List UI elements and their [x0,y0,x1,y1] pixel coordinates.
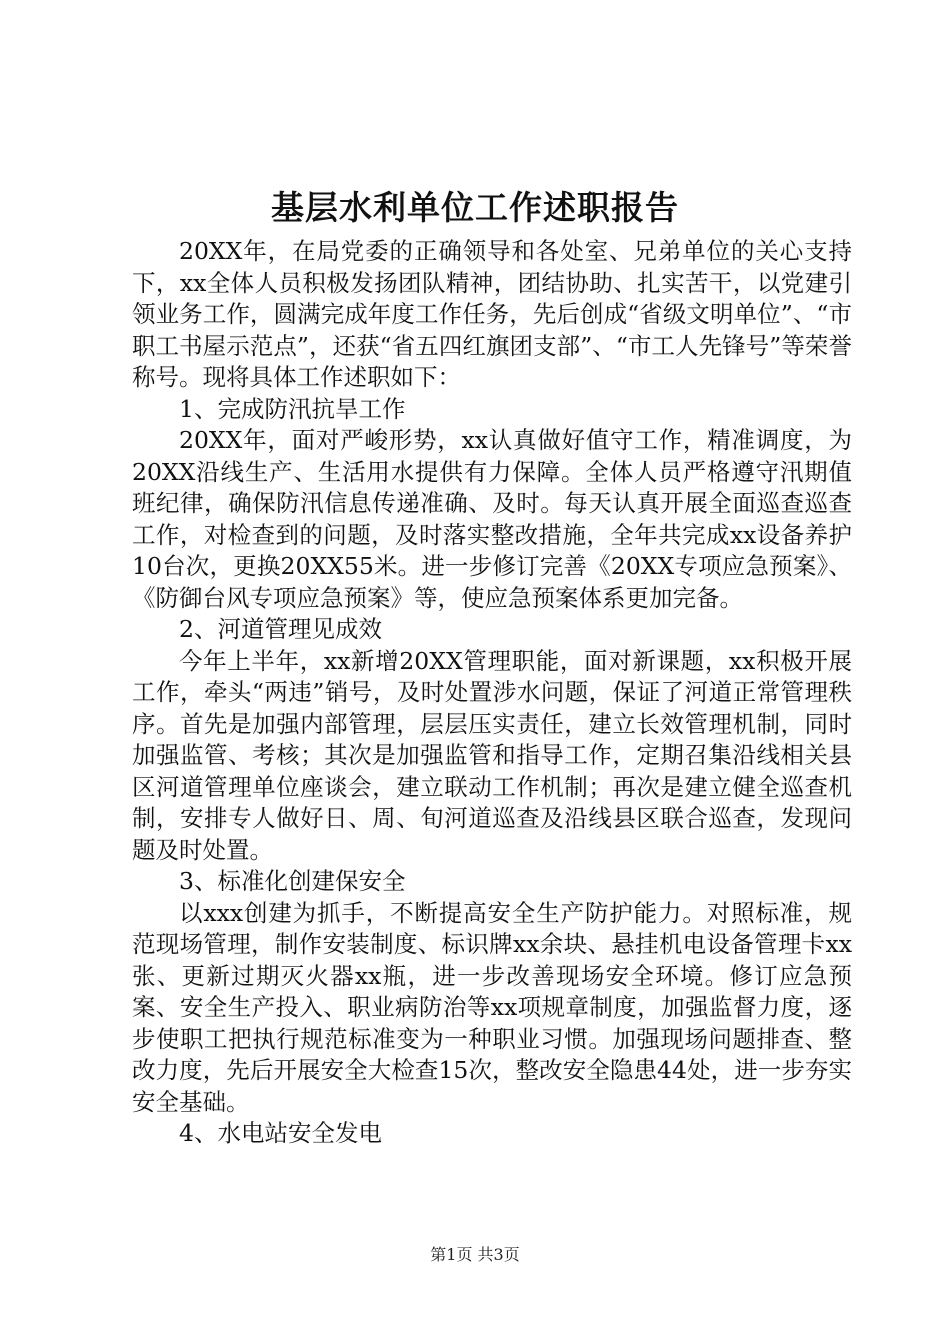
section-paragraph: 今年上半年，xx新增20XX管理职能，面对新课题，xx积极开展工作，牵头“两违”销号，及时处置涉水问题，保证了河道正常管理秩序。首先是加强内部管理，层层压实责任，建立长效管理机制，同时加强监管、考核；其次是加强监管和指导工作，定期召集沿线相关县区河道管理单位座谈会，建立联动工作机制；再次是建立健全巡查机制，安排专人做好日、周、旬河道巡查及沿线县区联合巡查，发现问题及时处置。 [132,646,852,864]
section-heading: 4、水电站安全发电 [179,1119,382,1147]
intro-paragraph: 20XX年，在局党委的正确领导和各处室、兄弟单位的关心支持下，xx全体人员积极发扬团队精神，团结协助、扎实苦干，以党建引领业务工作，圆满完成年度工作任务，先后创成“省级文明单位”、“市职工书屋示范点”，还获“省五四红旗团支部”、“市工人先锋号”等荣誉称号。现将具体工作述职如下： [132,237,852,391]
section-heading: 1、完成防汛抗旱工作 [179,394,406,423]
document-body [132,236,852,1150]
document-title: 基层水利单位工作述职报告 [271,188,679,227]
section-paragraph: 以xxx创建为抓手，不断提高安全生产防护能力。对照标准，规范现场管理，制作安装制度、标识牌xx余块、悬挂机电设备管理卡xx张、更新过期灭火器xx瓶，进一步改善现场安全环境。修订应急预案、安全生产投入、职业病防治等xx项规章制度，加强监督力度，逐步使职工把执行规范标准变为一种职业习惯。加强现场问题排查、整改力度，先后开展安全大检查15次，整改安全隐患44处，进一步夯实安全基础。 [132,898,852,1116]
page-number-footer: 第1页 共3页 [430,1245,520,1264]
section-heading: 3、标准化创建保安全 [179,867,406,895]
section-paragraph: 20XX年，面对严峻形势，xx认真做好值守工作，精准调度，为20XX沿线生产、生活用水提供有力保障。全体人员严格遵守汛期值班纪律，确保防汛信息传递准确、及时。每天认真开展全面巡查巡查工作，对检查到的问题，及时落实整改措施，全年共完成xx设备养护10台次，更换20XX55米。进一步修订完善《20XX专项应急预案》、《防御台风专项应急预案》等，使应急预案体系更加完备。 [132,426,852,612]
section-heading: 2、河道管理见成效 [179,615,382,643]
